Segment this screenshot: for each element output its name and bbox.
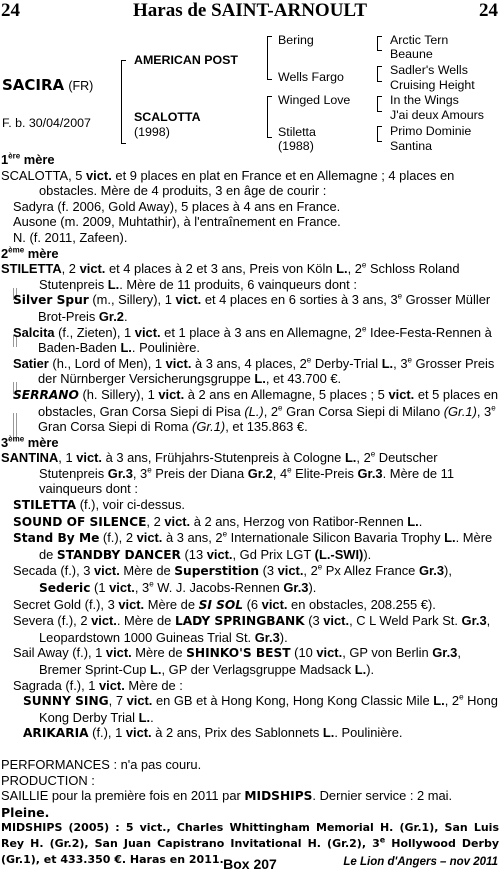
pedigree-bracket-sire	[267, 36, 272, 80]
section-heading-1: 1ère mère	[1, 151, 55, 167]
pedigree-dd: Stiletta	[278, 125, 316, 139]
offspring-ausone: Ausone (m. 2009, Muhtathir), à l'entraînement en France.	[13, 214, 341, 230]
production: PRODUCTION :	[1, 772, 95, 788]
third-dam-paragraph: SANTINA, 1 vict. à 3 ans, Frühjahrs-Stutenpreis à Cologne L., 2e Deutscher Stutenpreis Gr.3, 3e Preis der Diana Gr.2, 4e Elite-Preis Gr.3. Mère de 11 vainqueurs dont :	[1, 449, 455, 497]
pedigree-sd: Wells Fargo	[278, 70, 344, 84]
second-dam-paragraph: STILETTA, 2 vict. et 4 places à 2 et 3 ans, Preis von Köln L., 2e Schloss Roland Stutenpreis L.. Mère de 11 produits, 6 vainqueurs dont :	[1, 260, 460, 292]
midships-record: MIDSHIPS (2005) : 5 vict., Charles Whittingham Memorial H. (Gr.1), San Luis Rey H. (Gr.2), San Juan Capistrano Invitational H. (Gr.2), 3e Hollywood Derby (Gr.1), et 433.350 €. Haras en 2011.	[1, 821, 499, 867]
offspring-sail-away: Sail Away (f.), 1 vict. Mère de SHINKO'S BEST (10 vict., GP von Berlin Gr.3, Bremer Sprint-Cup L., GP der Verlagsgruppe Madsack L.).	[13, 645, 461, 677]
offspring-unnamed: N. (f. 2011, Zafeen).	[13, 229, 128, 245]
horse-title	[2, 76, 93, 95]
pedigree-dd-year: (1988)	[278, 139, 314, 153]
offspring-salcita: Salcita (f., Zieten), 1 vict. et 1 place à 3 ans en Allemagne, 2e Idee-Festa-Rennen à Baden-Baden L.. Poulinière.	[13, 324, 492, 356]
pedigree-bracket-ds	[377, 96, 382, 112]
horse-birth: F. b. 30/04/2007	[2, 116, 91, 130]
offspring-sagrada: Sagrada (f.), 1 vict. Mère de :	[13, 677, 183, 693]
pleine: Pleine.	[1, 804, 50, 820]
offspring-sound-of-silence: SOUND OF SILENCE, 2 vict. à 2 ans, Herzog von Ratibor-Rennen L..	[13, 513, 423, 529]
pedigree-bracket-dam	[267, 96, 272, 138]
pedigree-sss: Arctic Tern	[390, 33, 449, 47]
first-dam-paragraph: SCALOTTA, 5 vict. et 9 places en plat en France et en Allemagne ; 4 places en obstacles. Mère de 4 produits, 3 en âge de courir :	[1, 167, 455, 199]
offspring-secret-gold: Secret Gold (f.), 3 vict. Mère de SI SOL (6 vict. en obstacles, 208.255 €).	[13, 596, 436, 612]
offspring-stand-by-me: Stand By Me (f.), 2 vict. à 3 ans, 2e Internationale Silicon Bavaria Trophy L.. Mère de STANDBY DANCER (13 vict., Gd Prix LGT (L.-SWI)).	[13, 529, 493, 562]
offspring-serrano: SERRANO (h. Sillery), 1 vict. à 2 ans en Allemagne, 5 places ; 5 vict. et 5 places en obstacles, Gran Corsa Siepi di Pisa (L.), 2e Gran Corsa Siepi di Milano (Gr.1), 3e Gran Corsa Siepi di Roma (Gr.1), et 135.863 €.	[13, 386, 499, 435]
box-number: Box 207	[223, 856, 277, 872]
pedigree-dam: SCALOTTA	[134, 110, 201, 124]
event-name: Le Lion d'Angers – nov 2011	[343, 856, 498, 868]
performances: PERFORMANCES : n'a pas couru.	[1, 756, 202, 772]
offspring-silver-spur: Silver Spur (m., Sillery), 1 vict. et 4 places en 6 sorties à 3 ans, 3e Grosser Müller Brot-Preis Gr.2.	[13, 292, 491, 324]
offspring-stiletta: STILETTA (f.), voir ci-dessus.	[13, 497, 185, 513]
lot-number-right: 24	[479, 0, 498, 21]
pedigree-ss: Bering	[278, 33, 314, 47]
dam-line	[1, 152, 499, 868]
horse-origin: (FR)	[68, 79, 94, 93]
pedigree-bracket-ss	[377, 36, 382, 51]
pedigree-sire: AMERICAN POST	[134, 53, 238, 67]
saillie: SAILLIE pour la première fois en 2011 par MIDSHIPS. Dernier service : 2 mai.	[1, 788, 453, 804]
pedigree-dss: In the Wings	[390, 93, 459, 107]
pedigree-bracket-dd	[377, 126, 382, 142]
grand-offspring-arikaria: ARIKARIA (f.), 1 vict. à 2 ans, Prix des Sablonnets L.. Poulinière.	[23, 725, 403, 741]
pedigree-dam-year: (1998)	[134, 125, 170, 139]
pedigree-dsd: J'ai deux Amours	[390, 108, 484, 122]
pedigree-sds: Sadler's Wells	[390, 63, 468, 77]
offspring-sadyra: Sadyra (f. 2006, Gold Away), 5 places à 4 ans en France.	[13, 198, 341, 214]
pedigree-ssd: Beaune	[390, 47, 433, 61]
pedigree-sdd: Cruising Height	[390, 78, 475, 92]
pedigree-bracket-sd	[377, 66, 382, 82]
pedigree-ds: Winged Love	[278, 93, 351, 107]
page-title: Haras de SAINT-ARNOULT	[132, 0, 368, 21]
pedigree-dds: Primo Dominie	[390, 124, 472, 138]
section-heading-3: 3ème mère	[1, 434, 59, 450]
lot-number-left: 24	[1, 0, 20, 21]
offspring-satier: Satier (h., Lord of Men), 1 vict. à 3 ans, 4 places, 2e Derby-Trial L., 3e Grosser Preis der Nürnberger Versicherungsgruppe L., et 43.700 €.	[13, 355, 495, 387]
grand-offspring-sunny-sing: SUNNY SING, 7 vict. en GB et à Hong Kong, Hong Kong Classic Mile L., 2e Hong Kong Derby Trial L..	[23, 692, 498, 725]
offspring-secada: Secada (f.), 3 vict. Mère de Superstition (3 vict., 2e Px Allez France Gr.3), Sederic (1 vict., 3e W. J. Jacobs-Rennen Gr.3).	[13, 563, 452, 596]
pedigree-bracket-1	[121, 60, 126, 144]
horse-name: SACIRA	[2, 76, 65, 94]
pedigree-ddd: Santina	[390, 139, 433, 153]
offspring-severa: Severa (f.), 2 vict.. Mère de LADY SPRINGBANK (3 vict., C L Weld Park St. Gr.3, Leopardstown 1000 Guineas Trial St. Gr.3).	[13, 613, 491, 645]
section-heading-2: 2ème mère	[1, 245, 59, 261]
